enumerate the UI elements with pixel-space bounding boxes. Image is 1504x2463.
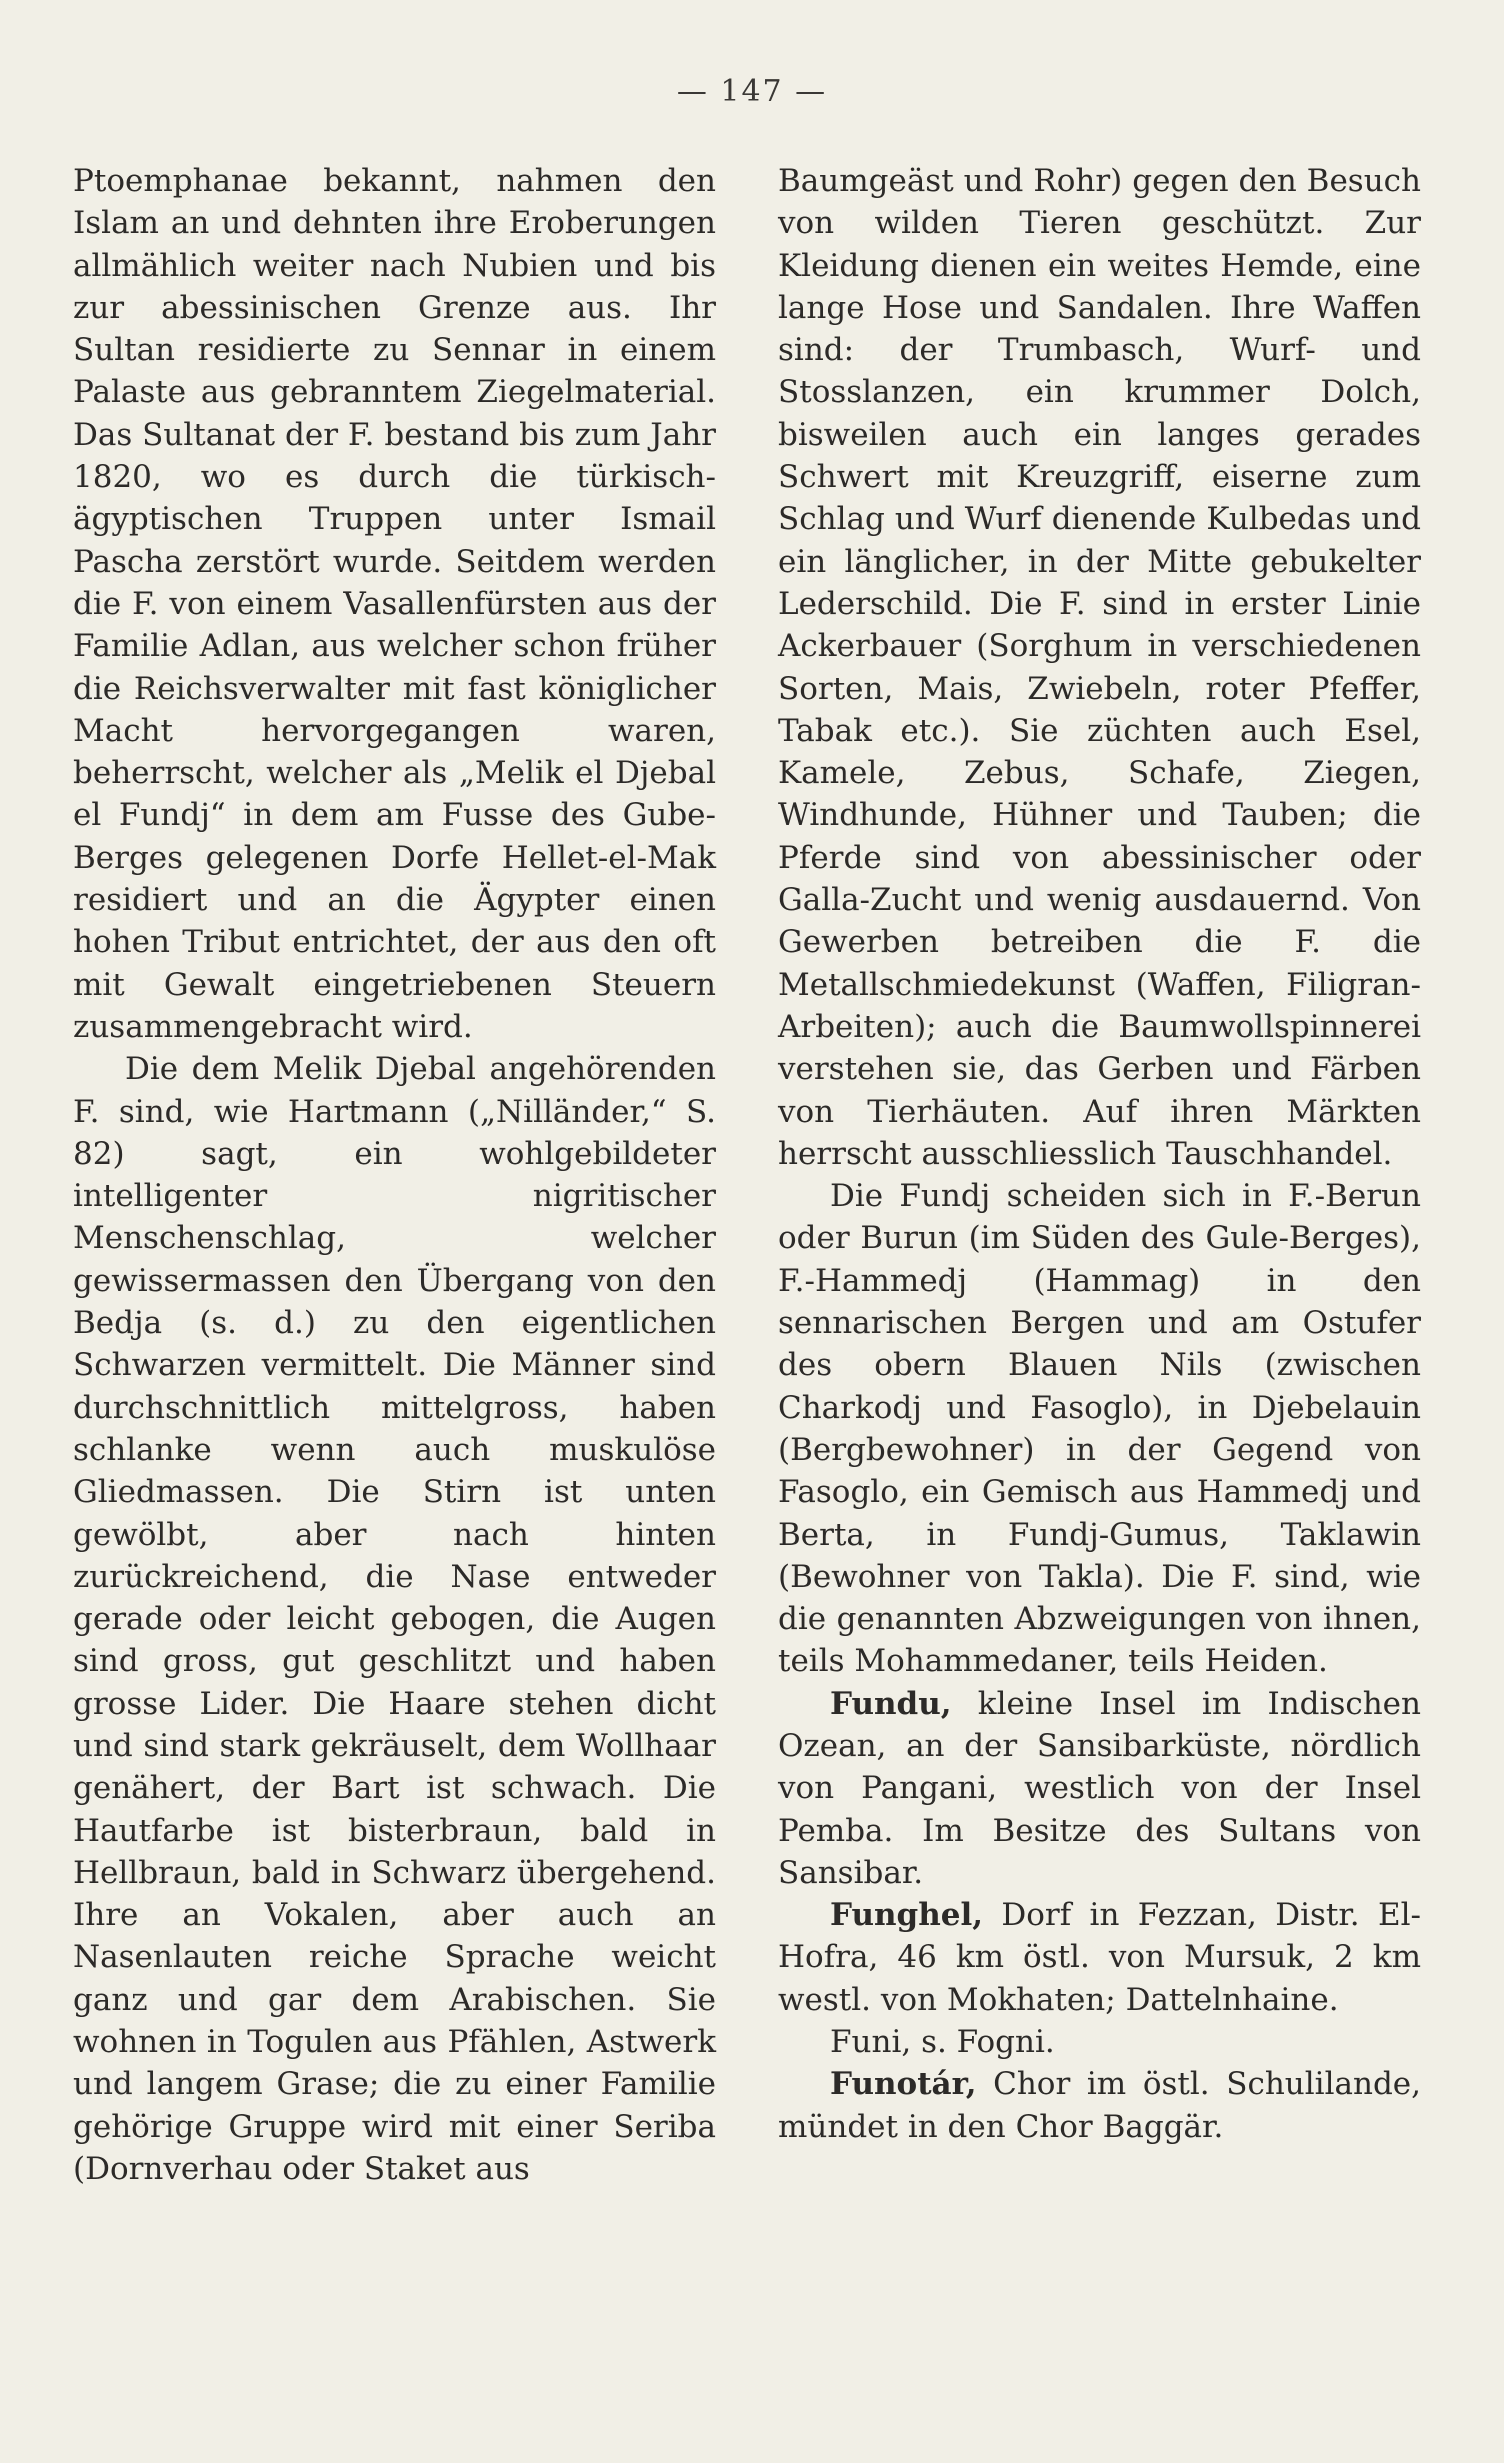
- paragraph-text: Ptoemphanae bekannt, nahmen den Islam an und dehnten ihre Eroberungen allmählich weiter nach Nubien und bis zur abessinischen Grenze aus. Ihr Sultan residierte zu Sennar in einem Palaste aus gebranntem Ziegelmaterial. Das Sultanat der F. bestand bis zum Jahr 1820, wo es durch die türkisch-ägyptischen Truppen unter Ismail Pascha zerstört wurde. Seitdem werden die F. von einem Vasallenfürsten aus der Familie Adlan, aus welcher schon früher die Reichsverwalter mit fast königlicher Macht hervorgegangen waren, beherrscht, welcher als „Melik el Djebal el Fundj“ in dem am Fusse des Gube-Berges gelegenen Dorfe Hellet-el-Mak residiert und an die Ägypter einen hohen Tribut entrichtet, der aus den oft mit Gewalt eingetriebenen Steuern zusammengebracht wird.: [73, 163, 716, 1045]
- paragraph: [778, 1175, 1421, 1683]
- page-number: — 147 —: [676, 74, 828, 109]
- entry-funotar: [778, 2063, 1421, 2148]
- paragraph-text: Die Fundj scheiden sich in F.-Berun oder Burun (im Süden des Gule-Berges), F.-Hammedj (Hammag) in den sennarischen Bergen und am Ostufer des obern Blauen Nils (zwischen Charkodj und Fasoglo), in Djebelauin (Bergbewohner) in der Gegend von Fasoglo, ein Gemisch aus Hammedj und Berta, in Fundj-Gumus, Taklawin (Bewohner von Takla). Die F. sind, wie die genannten Abzweigungen von ihnen, teils Mohammedaner, teils Heiden.: [778, 1178, 1421, 1680]
- paragraph: [73, 1048, 716, 2190]
- entry-lemma: Fundu,: [830, 1685, 952, 1722]
- entry-text: Dorf in Fezzan, Distr. El-Hofra, 46 km östl. von Mursuk, 2 km westl. von Mokhaten; Dattelnhaine.: [778, 1897, 1421, 2018]
- entry-funi: [778, 2021, 1421, 2063]
- entry-text: kleine Insel im Indischen Ozean, an der Sansibarküste, nördlich von Pangani, westlich von der Insel Pemba. Im Besitze des Sultans von Sansibar.: [778, 1685, 1421, 1891]
- entry-lemma: Funotár,: [830, 2066, 977, 2103]
- entry-fundu: [778, 1683, 1421, 1894]
- entry-text: Chor im östl. Schulilande, mündet in den Chor Baggär.: [778, 2066, 1421, 2145]
- right-column: [778, 160, 1421, 2148]
- paragraph: [73, 160, 716, 1048]
- entry-text: Funi, s. Fogni.: [830, 2024, 1055, 2061]
- paragraph-text: Die dem Melik Djebal angehörenden F. sind, wie Hartmann („Nilländer,“ S. 82) sagt, ein wohlgebildeter intelligenter nigritischer Menschenschlag, welcher gewissermassen den Übergang von den Bedja (s. d.) zu den eigentlichen Schwarzen vermittelt. Die Männer sind durchschnittlich mittelgross, haben schlanke wenn auch muskulöse Gliedmassen. Die Stirn ist unten gewölbt, aber nach hinten zurückreichend, die Nase entweder gerade oder leicht gebogen, die Augen sind gross, gut geschlitzt und haben grosse Lider. Die Haare stehen dicht und sind stark gekräuselt, dem Wollhaar genähert, der Bart ist schwach. Die Hautfarbe ist bisterbraun, bald in Hellbraun, bald in Schwarz übergehend. Ihre an Vokalen, aber auch an Nasenlauten reiche Sprache weicht ganz und gar dem Arabischen. Sie wohnen in Togulen aus Pfählen, Astwerk und langem Grase; die zu einer Familie gehörige Gruppe wird mit einer Seriba (Dornverhau oder Staket aus: [73, 1051, 716, 2187]
- left-column: [73, 160, 716, 2190]
- paragraph: [778, 160, 1421, 1175]
- paragraph-text: Baumgeäst und Rohr) gegen den Besuch von wilden Tieren geschützt. Zur Kleidung dienen ein weites Hemde, eine lange Hose und Sandalen. Ihre Waffen sind: der Trumbasch, Wurf- und Stosslanzen, ein krummer Dolch, bisweilen auch ein langes gerades Schwert mit Kreuzgriff, eiserne zum Schlag und Wurf dienende Kulbedas und ein länglicher, in der Mitte gebukelter Lederschild. Die F. sind in erster Linie Ackerbauer (Sorghum in verschiedenen Sorten, Mais, Zwiebeln, roter Pfeffer, Tabak etc.). Sie züchten auch Esel, Kamele, Zebus, Schafe, Ziegen, Windhunde, Hühner und Tauben; die Pferde sind von abessinischer oder Galla-Zucht und wenig ausdauernd. Von Gewerben betreiben die F. die Metallschmiedekunst (Waffen, Filigran-Arbeiten); auch die Baumwollspinnerei verstehen sie, das Gerben und Färben von Tierhäuten. Auf ihren Märkten herrscht ausschliesslich Tauschhandel.: [778, 163, 1421, 1172]
- entry-lemma: Funghel,: [830, 1897, 984, 1934]
- entry-funghel: [778, 1894, 1421, 2021]
